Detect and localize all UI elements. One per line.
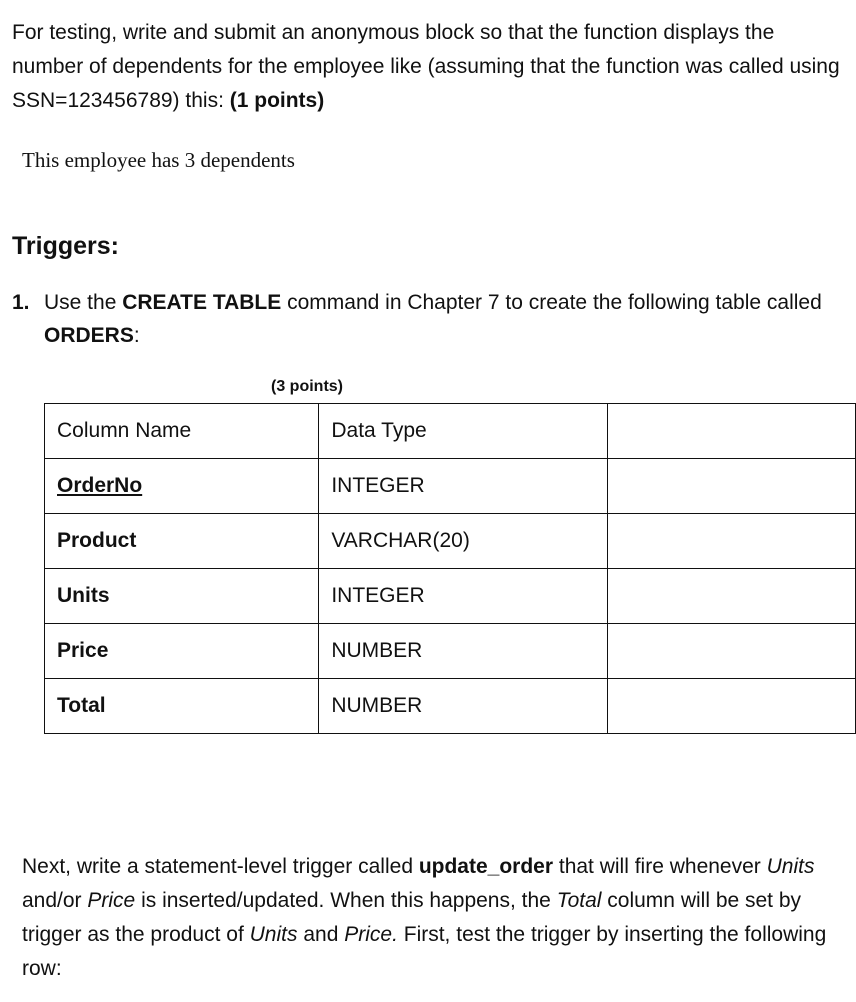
next-text-part: and — [297, 923, 345, 946]
column-name-orderno: OrderNo — [57, 474, 143, 497]
extra-cell — [607, 624, 855, 679]
column-name-units: Units — [45, 569, 319, 624]
table-row — [45, 679, 856, 734]
column-name-product: Product — [45, 514, 319, 569]
next-text-part: and/or — [22, 889, 88, 912]
table-row — [45, 624, 856, 679]
orders-keyword: ORDERS — [44, 324, 134, 347]
create-table-keyword: CREATE TABLE — [122, 291, 282, 314]
header-column-name: Column Name — [45, 404, 319, 459]
table-points: (3 points) — [271, 378, 343, 395]
header-extra — [607, 404, 855, 459]
column-name-price: Price — [45, 624, 319, 679]
table-row — [45, 459, 856, 514]
units-term: Units — [249, 923, 298, 946]
table-row — [45, 569, 856, 624]
header-data-type: Data Type — [319, 404, 608, 459]
extra-cell — [607, 679, 855, 734]
next-paragraph — [22, 850, 842, 986]
extra-cell — [607, 459, 855, 514]
task-number: 1. — [12, 291, 30, 314]
trigger-name: update_order — [418, 855, 554, 878]
total-term: Total — [556, 889, 602, 912]
data-type-units: INTEGER — [319, 569, 608, 624]
units-term: Units — [766, 855, 815, 878]
column-name-total: Total — [45, 679, 319, 734]
table-header-row — [45, 404, 856, 459]
table-row — [45, 514, 856, 569]
price-term: Price — [87, 889, 136, 912]
price-term: Price. — [344, 923, 398, 946]
orders-table — [44, 403, 856, 734]
next-text-part: column will be set by trigger as the product of — [22, 889, 802, 946]
data-type-total: NUMBER — [319, 679, 608, 734]
task-text — [44, 286, 842, 352]
triggers-heading: Triggers: — [12, 232, 119, 260]
extra-cell — [607, 514, 855, 569]
task-text-part: command in Chapter 7 to create the following table called — [281, 291, 822, 314]
data-type-product: VARCHAR(20) — [319, 514, 608, 569]
next-text-part: that will fire whenever — [553, 855, 767, 878]
intro-points: (1 points) — [229, 89, 325, 112]
task-item-1 — [12, 286, 842, 352]
data-type-price: NUMBER — [319, 624, 608, 679]
intro-text: For testing, write and submit an anonymous block so that the function displays the number of dependents for the employee like (assuming that the function was called using SSN=123456789) this: — [12, 21, 840, 112]
data-type-orderno: INTEGER — [319, 459, 608, 514]
next-text-part: First, test the trigger by inserting the following row: — [22, 923, 827, 980]
task-text-part: : — [133, 324, 140, 347]
next-text-part: is inserted/updated. When this happens, the — [135, 889, 557, 912]
next-text-part: Next, write a statement-level trigger called — [22, 855, 419, 878]
example-output: This employee has 3 dependents — [22, 148, 295, 172]
extra-cell — [607, 569, 855, 624]
task-text-part: Use the — [44, 291, 123, 314]
intro-paragraph — [12, 16, 842, 118]
